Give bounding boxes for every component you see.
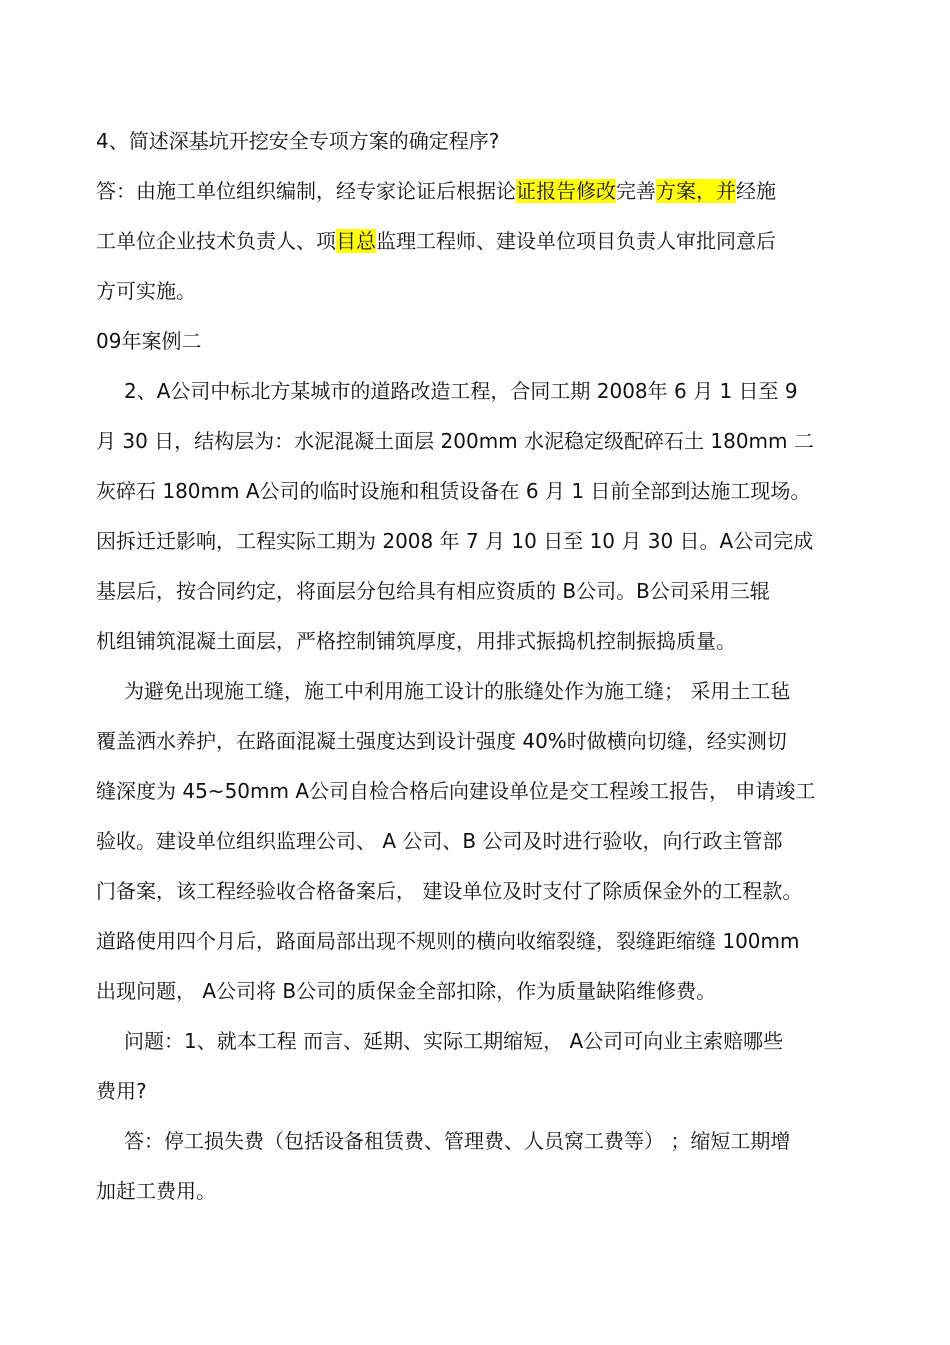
highlight: 方案，并 bbox=[656, 179, 736, 203]
case-paragraph-line: 缝深度为 45~50mm A公司自检合格后向建设单位是交工程竣工报告， 申请竣工 bbox=[96, 779, 816, 803]
case-paragraph-line: 为避免出现施工缝，施工中利用施工设计的胀缝处作为施工缝； 采用土工毡 bbox=[124, 679, 791, 703]
case-paragraph-line: 门备案，该工程经验收合格备案后， 建设单位及时支付了除质保金外的工程款。 bbox=[96, 879, 803, 903]
section-heading: 09年案例二 bbox=[96, 329, 202, 353]
case-paragraph-line: 道路使用四个月后，路面局部出现不规则的横向收缩裂缝，裂缝距缩缝 100mm bbox=[96, 929, 800, 953]
question-1: 费用? bbox=[96, 1079, 147, 1103]
case-paragraph-line: 机组铺筑混凝土面层，严格控制铺筑厚度，用排式振捣机控制振捣质量。 bbox=[96, 629, 736, 653]
answer-4-line-2 bbox=[96, 226, 876, 256]
answer-4-segment: 工单位企业技术负责人、项 bbox=[96, 229, 336, 253]
case-paragraph-line: 灰碎石 180mm A公司的临时设施和租赁设备在 6 月 1 日前全部到达施工现场。 bbox=[96, 479, 811, 503]
case-paragraph-line: 月 30 日，结构层为：水泥混凝土面层 200mm 水泥稳定级配碎石土 180mm 二 bbox=[96, 429, 814, 453]
answer-4-segment: 监理工程师、建设单位项目负责人审批同意后 bbox=[376, 229, 776, 253]
case-paragraph-line: 验收。建设单位组织监理公司、 A 公司、B 公司及时进行验收，向行政主管部 bbox=[96, 829, 783, 853]
question-4: 4、简述深基坑开挖安全专项方案的确定程序? bbox=[96, 129, 500, 153]
answer-4-segment: 答：由施工单位组织编制，经专家论证后根据论 bbox=[96, 179, 516, 203]
answer-1: 加赶工费用。 bbox=[96, 1179, 216, 1203]
case-paragraph-line: 2、A公司中标北方某城市的道路改造工程，合同工期 2008年 6 月 1 日至 9 bbox=[124, 379, 798, 403]
case-paragraph-line: 出现问题， A公司将 B公司的质保金全部扣除，作为质量缺陷维修费。 bbox=[96, 979, 717, 1003]
answer-4-segment: 经施 bbox=[736, 179, 776, 203]
question-1: 问题：1、就本工程 而言、延期、实际工期缩短， A公司可向业主索赔哪些 bbox=[124, 1029, 784, 1053]
case-paragraph-line: 基层后，按合同约定，将面层分包给具有相应资质的 B公司。B公司采用三辊 bbox=[96, 579, 770, 603]
case-paragraph-line: 因拆迁迁影响，工程实际工期为 2008 年 7 月 10 日至 10 月 30 日。A公司完成 bbox=[96, 529, 814, 553]
answer-4-line-3: 方可实施。 bbox=[96, 279, 196, 303]
answer-1: 答：停工损失费（包括设备租赁费、管理费、人员窝工费等） ；缩短工期增 bbox=[124, 1129, 791, 1153]
answer-4-line-1 bbox=[96, 176, 876, 206]
answer-4-segment: 完善 bbox=[616, 179, 656, 203]
case-paragraph-line: 覆盖洒水养护，在路面混凝土强度达到设计强度 40%时做横向切缝，经实测切 bbox=[96, 729, 787, 753]
highlight: 目总 bbox=[336, 229, 376, 253]
highlight: 证报告修改 bbox=[516, 179, 616, 203]
